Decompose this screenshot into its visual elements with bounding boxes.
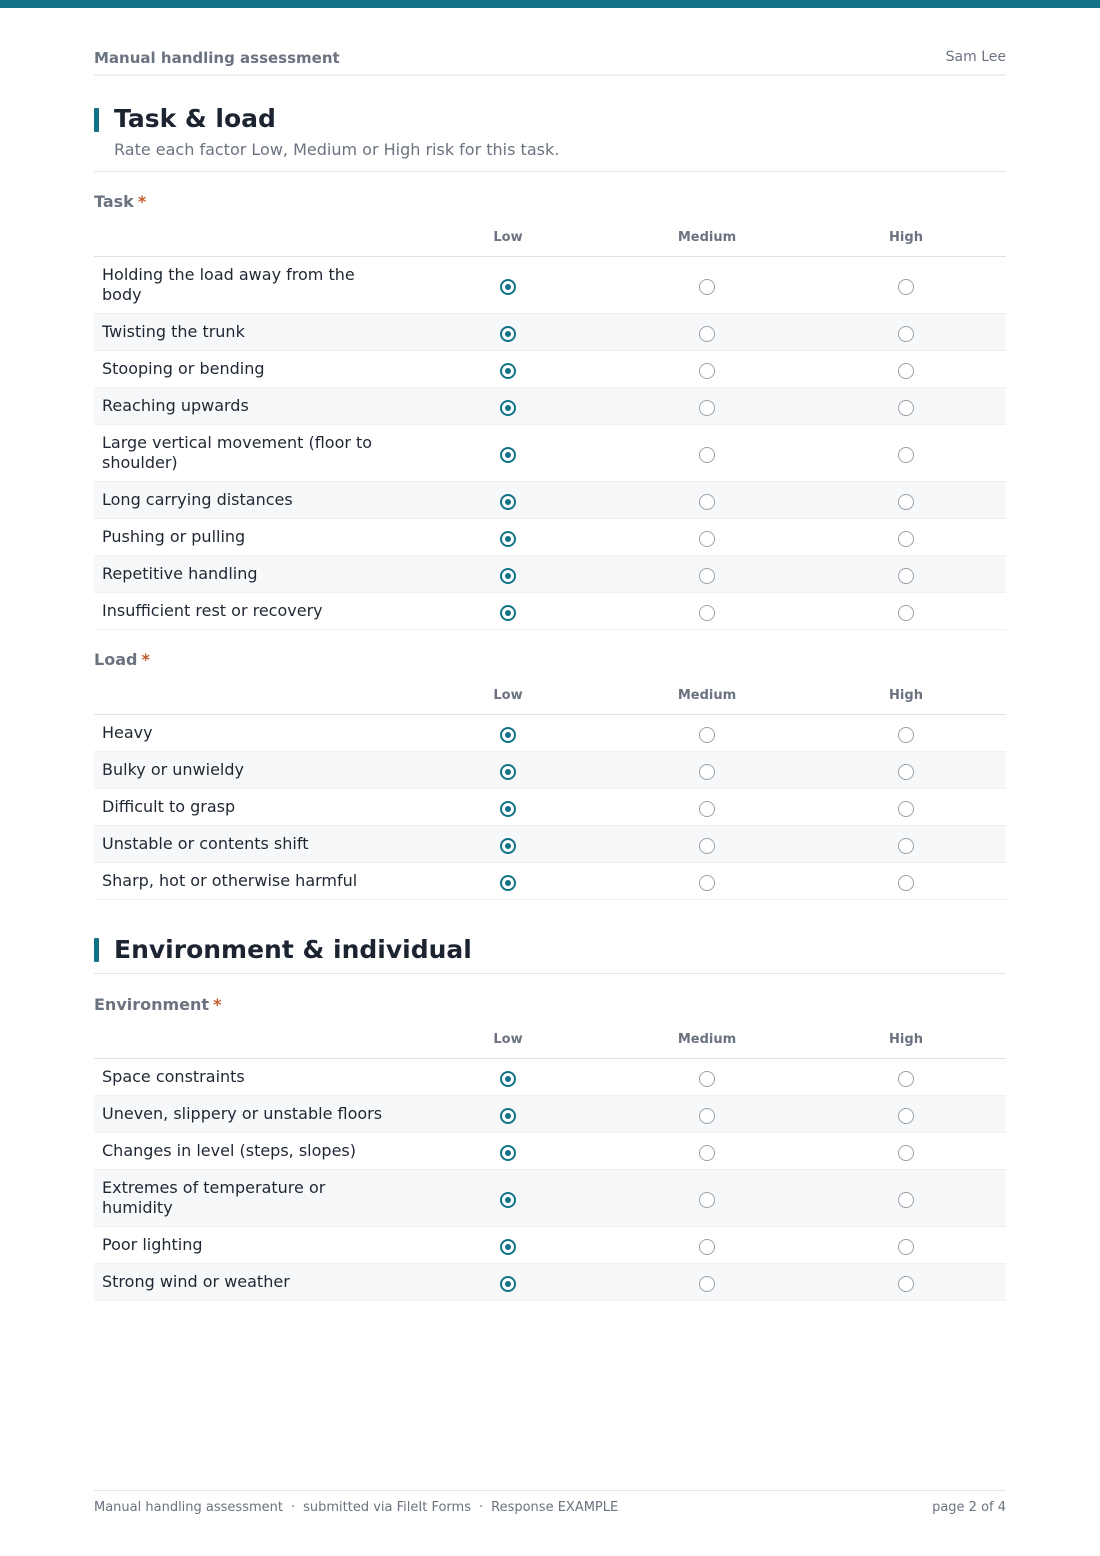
radio-medium[interactable] [699, 605, 715, 621]
radio-high[interactable] [898, 400, 914, 416]
radio-low[interactable] [500, 1145, 516, 1161]
radio-low[interactable] [500, 1276, 516, 1292]
rating-row [94, 351, 1006, 388]
radio-high[interactable] [898, 1145, 914, 1161]
rating-row [94, 715, 1006, 752]
radio-low[interactable] [500, 363, 516, 379]
rating-row [94, 556, 1006, 593]
radio-low[interactable] [500, 764, 516, 780]
rating-row [94, 1096, 1006, 1133]
column-header-high: High [889, 230, 923, 245]
group-label-text: Load [94, 650, 138, 669]
group-label-text: Task [94, 192, 134, 211]
radio-high[interactable] [898, 1192, 914, 1208]
rating-row [94, 1059, 1006, 1096]
column-header-high: High [889, 1032, 923, 1047]
footer-separator: · [478, 1500, 484, 1515]
row-label: Stooping or bending [102, 359, 265, 378]
radio-high[interactable] [898, 1239, 914, 1255]
radio-high[interactable] [898, 727, 914, 743]
row-label: Twisting the trunk [102, 322, 245, 341]
radio-low[interactable] [500, 568, 516, 584]
radio-high[interactable] [898, 875, 914, 891]
group-label [94, 650, 150, 669]
radio-low[interactable] [500, 279, 516, 295]
radio-high[interactable] [898, 764, 914, 780]
row-label: Unstable or contents shift [102, 834, 309, 853]
radio-medium[interactable] [699, 838, 715, 854]
row-label: Extremes of temperature or humidity [102, 1178, 326, 1217]
radio-low[interactable] [500, 801, 516, 817]
column-header-low: Low [493, 230, 523, 245]
section-environment-individual [94, 935, 1006, 974]
rating-row [94, 1264, 1006, 1301]
radio-high[interactable] [898, 494, 914, 510]
row-label: Large vertical movement (floor to shoulder) [102, 433, 373, 472]
radio-medium[interactable] [699, 764, 715, 780]
row-label: Heavy [102, 723, 153, 742]
radio-low[interactable] [500, 494, 516, 510]
radio-medium[interactable] [699, 568, 715, 584]
radio-low[interactable] [500, 1192, 516, 1208]
required-mark: * [137, 192, 147, 211]
radio-high[interactable] [898, 326, 914, 342]
footer-info [94, 1500, 618, 1515]
radio-high[interactable] [898, 531, 914, 547]
radio-medium[interactable] [699, 1108, 715, 1124]
radio-high[interactable] [898, 447, 914, 463]
rating-row [94, 257, 1006, 314]
row-label: Long carrying distances [102, 490, 293, 509]
rating-row [94, 826, 1006, 863]
row-label: Space constraints [102, 1067, 245, 1086]
radio-medium[interactable] [699, 875, 715, 891]
radio-low[interactable] [500, 1071, 516, 1087]
row-label: Uneven, slippery or unstable floors [102, 1104, 383, 1123]
row-label: Difficult to grasp [102, 797, 236, 816]
rating-row [94, 1170, 1006, 1227]
radio-high[interactable] [898, 1276, 914, 1292]
radio-high[interactable] [898, 1108, 914, 1124]
radio-low[interactable] [500, 1239, 516, 1255]
radio-low[interactable] [500, 531, 516, 547]
radio-medium[interactable] [699, 1276, 715, 1292]
radio-high[interactable] [898, 568, 914, 584]
column-header-high: High [889, 688, 923, 703]
required-mark: * [213, 995, 222, 1014]
section-title: Task & load [114, 104, 276, 133]
section-accent-bar [94, 108, 99, 132]
radio-low[interactable] [500, 1108, 516, 1124]
column-header-low: Low [493, 688, 523, 703]
row-label: Sharp, hot or otherwise harmful [102, 871, 358, 890]
radio-high[interactable] [898, 838, 914, 854]
radio-high[interactable] [898, 363, 914, 379]
radio-low[interactable] [500, 326, 516, 342]
page-footer [94, 1490, 1006, 1515]
radio-medium[interactable] [699, 727, 715, 743]
footer-submitted: submitted via FileIt Forms [303, 1500, 471, 1515]
radio-medium[interactable] [699, 326, 715, 342]
radio-medium[interactable] [699, 447, 715, 463]
group-label [94, 995, 221, 1014]
section-task-load [94, 104, 1006, 172]
footer-separator: · [290, 1500, 296, 1515]
section-title: Environment & individual [114, 935, 472, 964]
rating-row [94, 1227, 1006, 1264]
radio-low[interactable] [500, 727, 516, 743]
radio-high[interactable] [898, 605, 914, 621]
radio-low[interactable] [500, 838, 516, 854]
rating-row [94, 425, 1006, 482]
group-label [94, 192, 146, 211]
section-accent-bar [94, 938, 99, 962]
footer-response: Response EXAMPLE [491, 1500, 619, 1515]
page-number: page 2 of 4 [932, 1500, 1006, 1515]
radio-medium[interactable] [699, 531, 715, 547]
radio-low[interactable] [500, 447, 516, 463]
top-accent-bar [0, 0, 1100, 8]
radio-medium[interactable] [699, 1145, 715, 1161]
radio-medium[interactable] [699, 1192, 715, 1208]
row-label: Pushing or pulling [102, 527, 246, 546]
radio-high[interactable] [898, 279, 914, 295]
column-header-medium: Medium [677, 230, 737, 245]
row-label: Poor lighting [102, 1235, 203, 1254]
radio-low[interactable] [500, 875, 516, 891]
rating-row [94, 752, 1006, 789]
radio-medium[interactable] [699, 400, 715, 416]
radio-low[interactable] [500, 605, 516, 621]
radio-medium[interactable] [699, 1071, 715, 1087]
row-label: Insufficient rest or recovery [102, 601, 323, 620]
row-label: Holding the load away from the body [102, 265, 355, 304]
rating-row [94, 519, 1006, 556]
column-header-medium: Medium [677, 688, 737, 703]
radio-high[interactable] [898, 801, 914, 817]
radio-medium[interactable] [699, 1239, 715, 1255]
footer-doc-name: Manual handling assessment [94, 1500, 283, 1515]
column-header-medium: Medium [677, 1032, 737, 1047]
radio-medium[interactable] [699, 494, 715, 510]
rating-row [94, 789, 1006, 826]
row-label: Strong wind or weather [102, 1272, 290, 1291]
rating-row [94, 863, 1006, 900]
respondent-name: Sam Lee [945, 49, 1006, 65]
rating-row [94, 482, 1006, 519]
document-title: Manual handling assessment [94, 49, 340, 67]
radio-low[interactable] [500, 400, 516, 416]
rating-row [94, 388, 1006, 425]
row-label: Changes in level (steps, slopes) [102, 1141, 356, 1160]
page-header [94, 48, 1006, 76]
row-label: Repetitive handling [102, 564, 258, 583]
group-label-text: Environment [94, 995, 210, 1014]
rating-row [94, 1133, 1006, 1170]
row-label: Bulky or unwieldy [102, 760, 244, 779]
radio-high[interactable] [898, 1071, 914, 1087]
rating-row [94, 593, 1006, 630]
radio-medium[interactable] [699, 801, 715, 817]
radio-medium[interactable] [699, 279, 715, 295]
rating-row [94, 314, 1006, 351]
row-label: Reaching upwards [102, 396, 249, 415]
section-subtitle: Rate each factor Low, Medium or High risk for this task. [114, 140, 560, 159]
required-mark: * [141, 650, 150, 669]
column-header-low: Low [493, 1032, 523, 1047]
radio-medium[interactable] [699, 363, 715, 379]
